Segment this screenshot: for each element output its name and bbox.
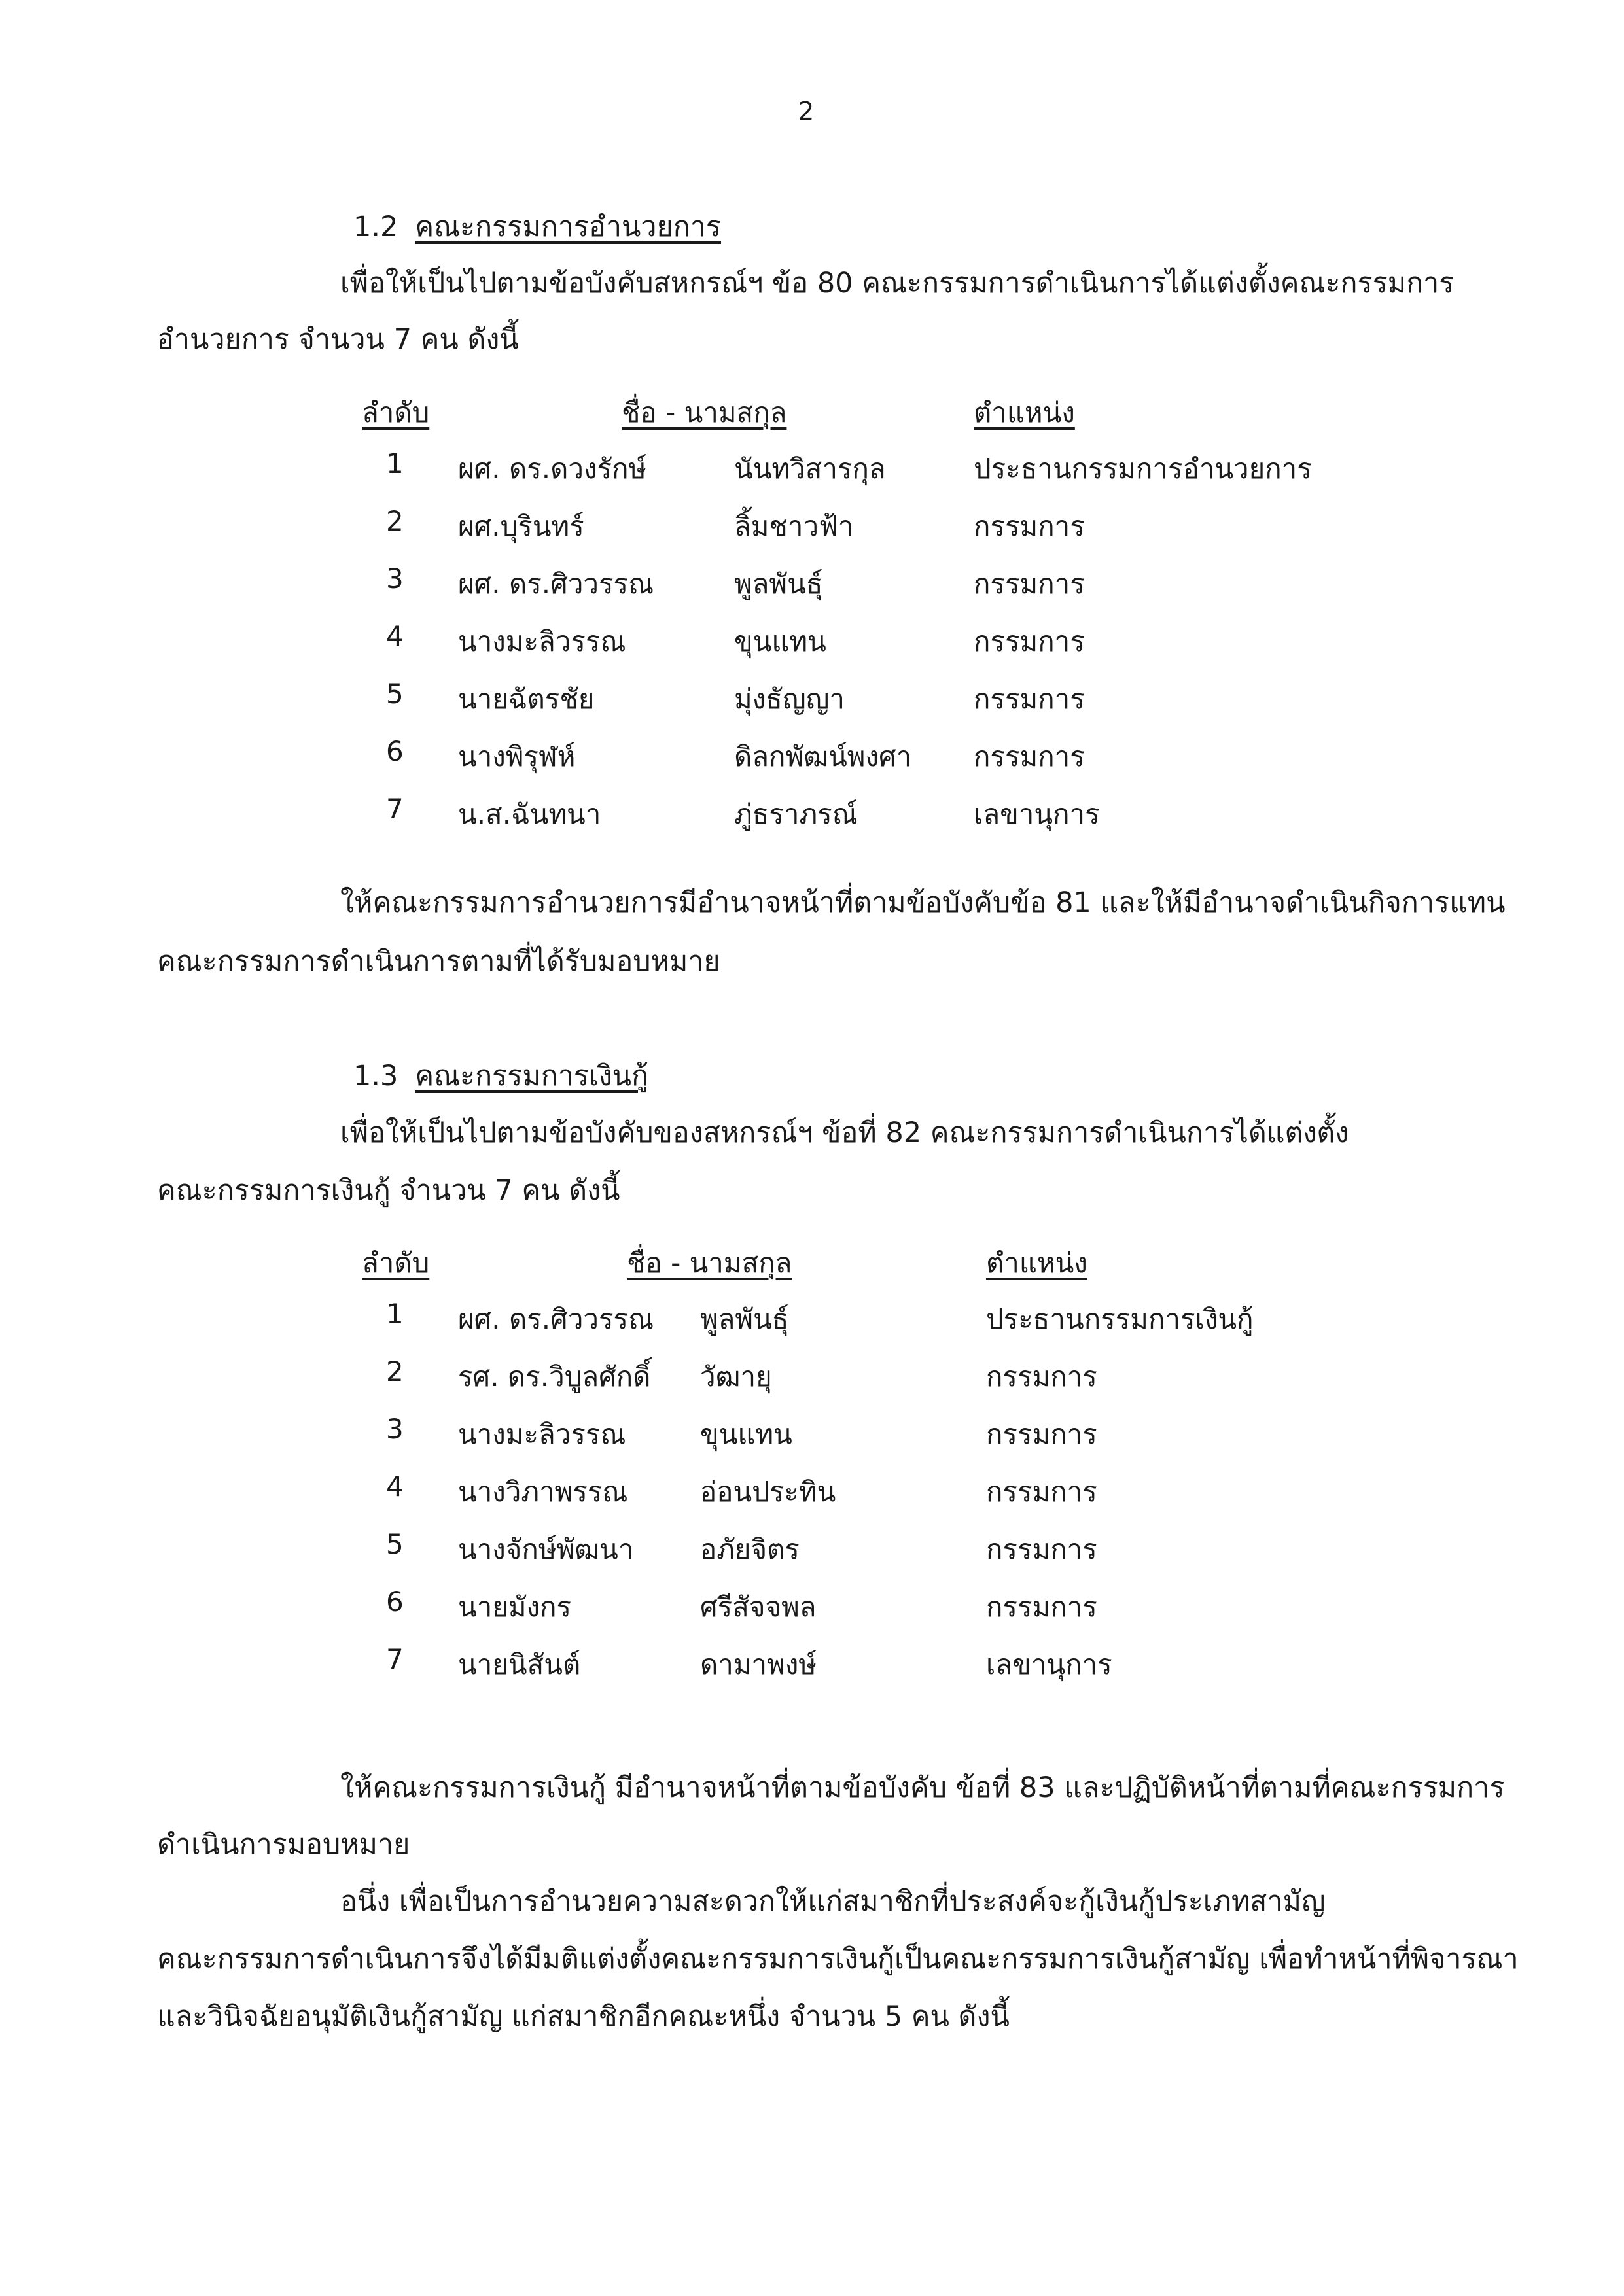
table-row (0, 620, 1624, 672)
table-row (0, 447, 1624, 500)
member-surname: พูลพันธุ์ (700, 1303, 789, 1335)
member-position: กรรมการ (974, 625, 1085, 657)
table-row (0, 563, 1624, 615)
table-row (0, 1470, 1624, 1523)
row-number: 5 (386, 678, 404, 710)
section-1-3-heading (353, 1053, 648, 1098)
member-surname: ขุนแทน (700, 1418, 792, 1450)
member-name: นางพิรุฬห์ (458, 740, 576, 773)
member-name: น.ส.ฉันทนา (458, 798, 601, 830)
section-1-2-heading (353, 204, 721, 249)
member-position: กรรมการ (986, 1476, 1097, 1508)
member-name: นายนิสันต์ (458, 1648, 581, 1680)
member-name: นายมังกร (458, 1591, 572, 1623)
row-number: 3 (386, 563, 404, 595)
table-row (0, 1643, 1624, 1696)
member-name: ผศ. ดร.ดวงรักษ์ (458, 453, 647, 485)
page-number: 2 (798, 97, 815, 126)
member-position: กรรมการ (974, 510, 1085, 542)
member-position: กรรมการ (974, 683, 1085, 715)
table-row (0, 1586, 1624, 1638)
section-1-2-intro-line1: เพื่อให้เป็นไปตามข้อบังคับสหกรณ์ฯ ข้อ 80 คณะกรรมการดำเนินการได้แต่งตั้งคณะกรรมการ (340, 267, 1455, 300)
section-1-2-closing-line1: ให้คณะกรรมการอำนวยการมีอำนาจหน้าที่ตามข้อบังคับข้อ 81 และให้มีอำนาจดำเนินกิจการแทน (340, 886, 1506, 919)
member-position: กรรมการ (986, 1533, 1097, 1565)
section-1-2-closing-line2: คณะกรรมการดำเนินการตามที่ได้รับมอบหมาย (157, 945, 720, 978)
member-surname: อ่อนประทิน (700, 1476, 836, 1508)
member-name: นางมะลิวรรณ (458, 1418, 626, 1450)
section-title: คณะกรรมการอำนวยการ (415, 211, 721, 243)
row-number: 5 (386, 1528, 404, 1560)
table-row (0, 1355, 1624, 1408)
member-surname: มุ่งธัญญา (734, 683, 845, 715)
member-name: นางมะลิวรรณ (458, 625, 626, 657)
section-number: 1.2 (353, 211, 398, 243)
member-name: ผศ. ดร.ศิววรรณ (458, 568, 654, 600)
row-number: 1 (386, 1298, 404, 1330)
table-row (0, 735, 1624, 788)
member-name: รศ. ดร.วิบูลศักดิ์ (458, 1361, 651, 1393)
member-position: ประธานกรรมการอำนวยการ (974, 453, 1312, 485)
member-position: กรรมการ (986, 1361, 1097, 1393)
member-surname: ดิลกพัฒน์พงศา (734, 740, 912, 773)
member-position: ประธานกรรมการเงินกู้ (986, 1303, 1254, 1335)
table-row (0, 1528, 1624, 1580)
table-row (0, 505, 1624, 557)
row-number: 4 (386, 1470, 404, 1503)
section-1-3-extra-line3: และวินิจฉัยอนุมัติเงินกู้สามัญ แก่สมาชิกอีกคณะหนึ่ง จำนวน 5 คน ดังนี้ (157, 2000, 1010, 2033)
section-title: คณะกรรมการเงินกู้ (415, 1060, 649, 1092)
member-surname: ลิ้มชาวฟ้า (734, 510, 854, 542)
row-number: 7 (386, 793, 404, 825)
header-position: ตำแหน่ง (974, 396, 1075, 428)
member-name: นายฉัตรชัย (458, 683, 595, 715)
section-1-3-closing-line2: ดำเนินการมอบหมาย (157, 1828, 410, 1861)
member-surname: อภัยจิตร (700, 1533, 800, 1565)
member-name: นางวิภาพรรณ (458, 1476, 628, 1508)
member-name: ผศ.บุรินทร์ (458, 510, 584, 542)
row-number: 6 (386, 735, 404, 767)
header-position: ตำแหน่ง (986, 1247, 1087, 1279)
header-name: ชื่อ - นามสกุล (627, 1247, 792, 1279)
member-surname: พูลพันธุ์ (734, 568, 823, 600)
section-1-3-extra-line1: อนึ่ง เพื่อเป็นการอำนวยความสะดวกให้แก่สมาชิกที่ประสงค์จะกู้เงินกู้ประเภทสามัญ (340, 1885, 1326, 1918)
section-1-2-intro-line2: อำนวยการ จำนวน 7 คน ดังนี้ (157, 323, 519, 356)
section-1-3-intro-line2: คณะกรรมการเงินกู้ จำนวน 7 คน ดังนี้ (157, 1174, 620, 1207)
row-number: 7 (386, 1643, 404, 1675)
member-surname: ภู่ธราภรณ์ (734, 798, 858, 830)
row-number: 4 (386, 620, 404, 652)
table-row (0, 1298, 1624, 1350)
table-row (0, 678, 1624, 730)
member-surname: ศรีสัจจพล (700, 1591, 817, 1623)
row-number: 2 (386, 505, 404, 537)
member-name: นางจักษ์พัฒนา (458, 1533, 634, 1565)
member-surname: ขุนแทน (734, 625, 826, 657)
section-1-3-closing-line1: ให้คณะกรรมการเงินกู้ มีอำนาจหน้าที่ตามข้อบังคับ ข้อที่ 83 และปฏิบัติหน้าที่ตามที่คณะกรรมการ (340, 1771, 1505, 1804)
member-name: ผศ. ดร.ศิววรรณ (458, 1303, 654, 1335)
section-number: 1.3 (353, 1060, 398, 1092)
member-position: เลขานุการ (974, 798, 1100, 830)
header-order: ลำดับ (362, 1247, 430, 1279)
table-row (0, 793, 1624, 845)
member-surname: นันทวิสารกุล (734, 453, 886, 485)
member-position: กรรมการ (974, 568, 1085, 600)
section-1-3-extra-line2: คณะกรรมการดำเนินการจึงได้มีมติแต่งตั้งคณะกรรมการเงินกู้เป็นคณะกรรมการเงินกู้สามัญ เพื่อทำหน้าที่พิจารณา (157, 1943, 1519, 1975)
section-1-3-intro-line1: เพื่อให้เป็นไปตามข้อบังคับของสหกรณ์ฯ ข้อที่ 82 คณะกรรมการดำเนินการได้แต่งตั้ง (340, 1117, 1349, 1149)
member-surname: ดามาพงษ์ (700, 1648, 817, 1680)
member-position: กรรมการ (986, 1591, 1097, 1623)
member-position: เลขานุการ (986, 1648, 1112, 1680)
row-number: 1 (386, 447, 404, 479)
row-number: 2 (386, 1355, 404, 1387)
member-position: กรรมการ (986, 1418, 1097, 1450)
header-order: ลำดับ (362, 396, 430, 428)
header-name: ชื่อ - นามสกุล (622, 396, 787, 428)
member-surname: วัฒายุ (700, 1361, 772, 1393)
row-number: 3 (386, 1413, 404, 1445)
table-row (0, 1413, 1624, 1465)
row-number: 6 (386, 1586, 404, 1618)
member-position: กรรมการ (974, 740, 1085, 773)
